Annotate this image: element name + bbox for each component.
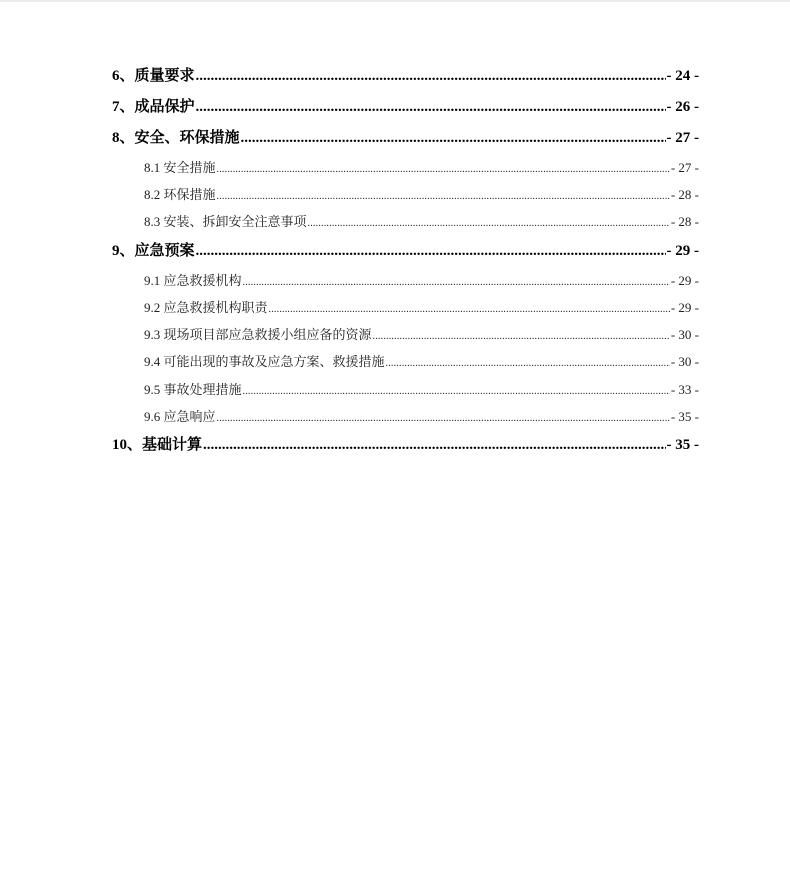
toc-entry-page: - 28 - xyxy=(670,214,699,229)
toc-entry-9-6[interactable] xyxy=(144,406,699,425)
toc-entry-9-1[interactable] xyxy=(144,270,699,289)
dot-leader xyxy=(196,99,666,116)
toc-entry-label: 7、成品保护 xyxy=(112,99,195,115)
toc-entry-page: - 27 - xyxy=(670,160,699,175)
toc-entry-page: - 27 - xyxy=(666,130,699,146)
toc-entry-9[interactable] xyxy=(112,239,699,260)
dot-leader xyxy=(243,277,670,288)
toc-entry-6[interactable] xyxy=(112,64,699,85)
toc-entry-label: 9.6 应急响应 xyxy=(144,409,216,424)
toc-entry-page: - 29 - xyxy=(670,300,699,315)
dot-leader xyxy=(196,243,666,260)
dot-leader xyxy=(373,331,670,342)
toc-entry-page: - 35 - xyxy=(666,437,699,453)
toc-entry-label: 9.5 事故处理措施 xyxy=(144,382,242,397)
toc-entry-label: 10、基础计算 xyxy=(112,437,203,453)
dot-leader xyxy=(243,386,670,397)
dot-leader xyxy=(217,191,670,202)
toc-entry-9-4[interactable] xyxy=(144,351,699,370)
toc-entry-label: 8.2 环保措施 xyxy=(144,187,216,202)
toc-entry-label: 9.3 现场项目部应急救援小组应备的资源 xyxy=(144,327,372,342)
dot-leader xyxy=(386,358,670,369)
dot-leader xyxy=(308,218,670,229)
dot-leader xyxy=(241,130,666,147)
toc-entry-page: - 30 - xyxy=(670,354,699,369)
toc-entry-10[interactable] xyxy=(112,433,699,454)
dot-leader xyxy=(203,437,665,454)
toc-entry-label: 8、安全、环保措施 xyxy=(112,130,240,146)
toc-entry-page: - 29 - xyxy=(666,243,699,259)
toc-entry-page: - 29 - xyxy=(670,273,699,288)
toc-entry-label: 9.4 可能出现的事故及应急方案、救援措施 xyxy=(144,354,385,369)
toc-entry-page: - 26 - xyxy=(666,99,699,115)
dot-leader xyxy=(217,164,670,175)
toc-entry-label: 9、应急预案 xyxy=(112,243,195,259)
toc-entry-page: - 30 - xyxy=(670,327,699,342)
dot-leader xyxy=(269,304,670,315)
toc-entry-9-3[interactable] xyxy=(144,324,699,343)
dot-leader xyxy=(196,68,666,85)
page-top-border xyxy=(0,0,790,2)
toc-entry-page: - 33 - xyxy=(670,382,699,397)
toc-entry-8-3[interactable] xyxy=(144,211,699,230)
toc-entry-8[interactable] xyxy=(112,126,699,147)
toc-entry-page: - 35 - xyxy=(670,409,699,424)
toc-entry-label: 8.1 安全措施 xyxy=(144,160,216,175)
toc-entry-label: 8.3 安装、拆卸安全注意事项 xyxy=(144,214,307,229)
toc-entry-9-2[interactable] xyxy=(144,297,699,316)
toc-entry-label: 9.2 应急救援机构职责 xyxy=(144,300,268,315)
toc-entry-label: 6、质量要求 xyxy=(112,68,195,84)
toc-entry-8-2[interactable] xyxy=(144,184,699,203)
dot-leader xyxy=(217,413,670,424)
toc-entry-label: 9.1 应急救援机构 xyxy=(144,273,242,288)
toc-entry-page: - 24 - xyxy=(666,68,699,84)
toc-entry-page: - 28 - xyxy=(670,187,699,202)
toc-entry-9-5[interactable] xyxy=(144,379,699,398)
toc-entry-8-1[interactable] xyxy=(144,157,699,176)
toc-entry-7[interactable] xyxy=(112,95,699,116)
